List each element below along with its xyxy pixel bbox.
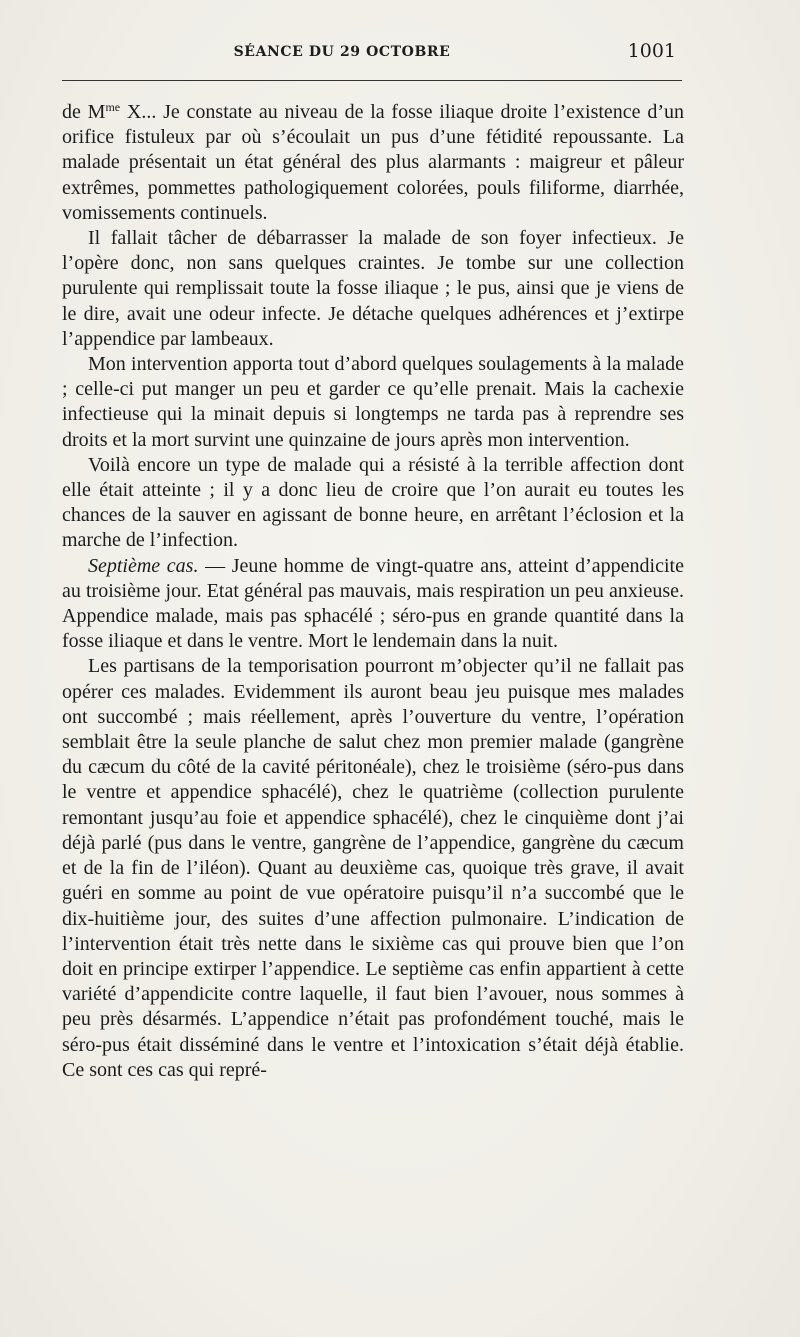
abbreviation-superscript: me	[105, 100, 121, 114]
paragraph-1-start: de M	[62, 101, 106, 123]
paragraph-4: Voilà encore un type de malade qui a résisté à la terrible affection dont elle était atteinte ; il y a donc lieu de croire que l’on aurait eu toutes les chances de la sauver en agissant de bonne heure, en arrêtant l’éclosion et la marche de l’infection.	[62, 453, 684, 552]
case-heading: Septième cas.	[88, 554, 199, 577]
paragraph-1	[62, 100, 684, 226]
paragraph-5	[62, 554, 684, 655]
running-title: SÉANCE DU 29 OCTOBRE	[233, 44, 451, 60]
paragraph-5-text: — Jeune homme de vingt-quatre ans, atteint d’appendicite au troisième jour. Etat général pas mauvais, mais respiration un peu anxieuse. Appendice malade, mais pas sphacélé ; séro-pus en grande quantité dans la fosse iliaque et dans le ventre. Mort le lendemain dans la nuit.	[62, 554, 684, 653]
header-rule	[62, 80, 682, 81]
running-head	[62, 40, 682, 76]
text-body	[62, 100, 684, 1083]
paragraph-1-text: X... Je constate au niveau de la fosse iliaque droite l’existence d’un orifice fistuleux par où s’écoulait un pus d’une fétidité repoussante. La malade présentait un état général des plus alarmants : maigreur et pâleur extrêmes, pommettes pathologiquement colorées, pouls filiforme, diarrhée, vomissements continuels.	[62, 101, 684, 224]
paragraph-2: Il fallait tâcher de débarrasser la malade de son foyer infectieux. Je l’opère donc, non sans quelques craintes. Je tombe sur une collection purulente qui remplissait toute la fosse iliaque ; le pus, ainsi que je viens de le dire, avait une odeur infecte. Je détache quelques adhérences et j’extirpe l’appendice par lambeaux.	[62, 227, 684, 350]
paragraph-6: Les partisans de la temporisation pourront m’objecter qu’il ne fallait pas opérer ces malades. Evidemment ils auront beau jeu puisque mes malades ont succombé ; mais réellement, après l’ouverture du ventre, l’opération semblait être la seule planche de salut chez mon premier malade (gangrène du cæcum du côté de la cavité péritonéale), chez le troisième (séro-pus dans le ventre et appendice sphacélé), chez le quatrième (collection purulente remontant jusqu’au foie et appendice sphacélé), chez le cinquième dont j’ai déjà parlé (pus dans le ventre, gangrène de l’appendice, gangrène du cæcum et de la fin de l’iléon). Quant au deuxième cas, quoique très grave, il avait guéri en somme au point de vue opératoire puisqu’il n’a succombé que le dix-huitième jour, des suites d’une affection pulmonaire. L’indication de l’intervention était très nette dans le sixième cas qui prouve bien que l’on doit en principe extirper l’appendice. Le septième cas enfin appartient à cette variété d’appendicite contre laquelle, il faut bien l’avouer, nous sommes à peu près désarmés. L’appendice n’était pas profondément touché, mais le séro-pus était disséminé dans le ventre et l’intoxication s’était déjà établie. Ce sont ces cas qui repré-	[62, 655, 684, 1081]
paragraph-3: Mon intervention apporta tout d’abord quelques soulagements à la malade ; celle-ci put manger un peu et garder ce qu’elle prenait. Mais la cachexie infectieuse qui la minait depuis si longtemps ne tarda pas à reprendre ses droits et la mort survint une quinzaine de jours après mon intervention.	[62, 353, 684, 451]
page-number: 1001	[627, 40, 676, 62]
